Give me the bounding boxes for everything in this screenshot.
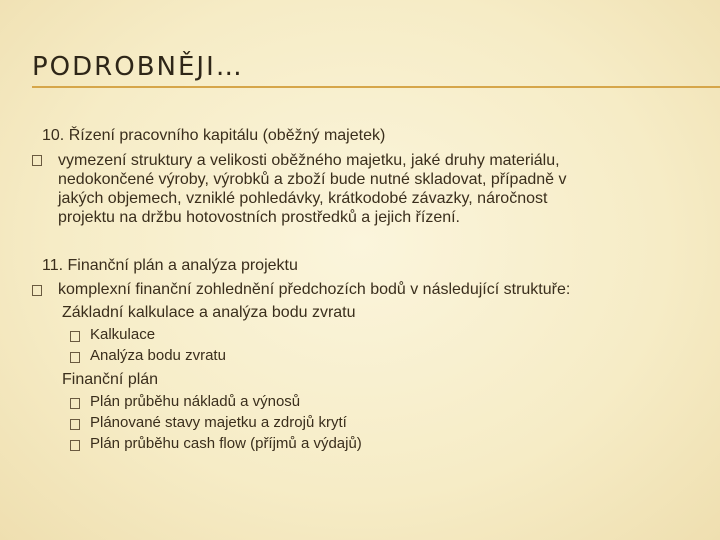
- group-2-title: Finanční plán: [62, 371, 159, 388]
- group-1-title: Základní kalkulace a analýza bodu zvratu: [62, 304, 356, 321]
- bullet-box-icon: [32, 155, 42, 166]
- bullet-box-icon: [70, 398, 80, 409]
- group-2-item-2: Plánované stavy majetku a zdrojů krytí: [90, 414, 347, 431]
- group-2-item-3: Plán průběhu cash flow (příjmů a výdajů): [90, 435, 362, 452]
- bullet-box-icon: [70, 419, 80, 430]
- bullet-box-icon: [70, 331, 80, 342]
- bullet-box-icon: [70, 440, 80, 451]
- bullet-box-icon: [32, 285, 42, 296]
- bullet-box-icon: [70, 352, 80, 363]
- section-10-line-1: vymezení struktury a velikosti oběžného majetku, jaké druhy materiálu,: [58, 152, 560, 169]
- section-10-line-4: projektu na držbu hotovostních prostředků a jejich řízení.: [58, 209, 460, 226]
- group-1-item-2: Analýza bodu zvratu: [90, 347, 226, 364]
- section-11-heading: 11. Finanční plán a analýza projektu: [42, 257, 298, 274]
- title-underline: [32, 86, 720, 88]
- group-2-item-1: Plán průběhu nákladů a výnosů: [90, 393, 301, 410]
- section-10-heading: 10. Řízení pracovního kapitálu (oběžný majetek): [42, 127, 386, 144]
- section-10-line-2: nedokončené výroby, výrobků a zboží bude nutné skladovat, případně v: [58, 171, 567, 188]
- section-10-line-3: jakých objemech, vzniklé pohledávky, krátkodobé závazky, náročnost: [58, 190, 548, 207]
- group-1-item-1: Kalkulace: [90, 326, 156, 343]
- slide-title: PODROBNĚJI…: [32, 52, 244, 82]
- section-11-bullet: komplexní finanční zohlednění předchozích bodů v následující struktuře:: [58, 281, 571, 298]
